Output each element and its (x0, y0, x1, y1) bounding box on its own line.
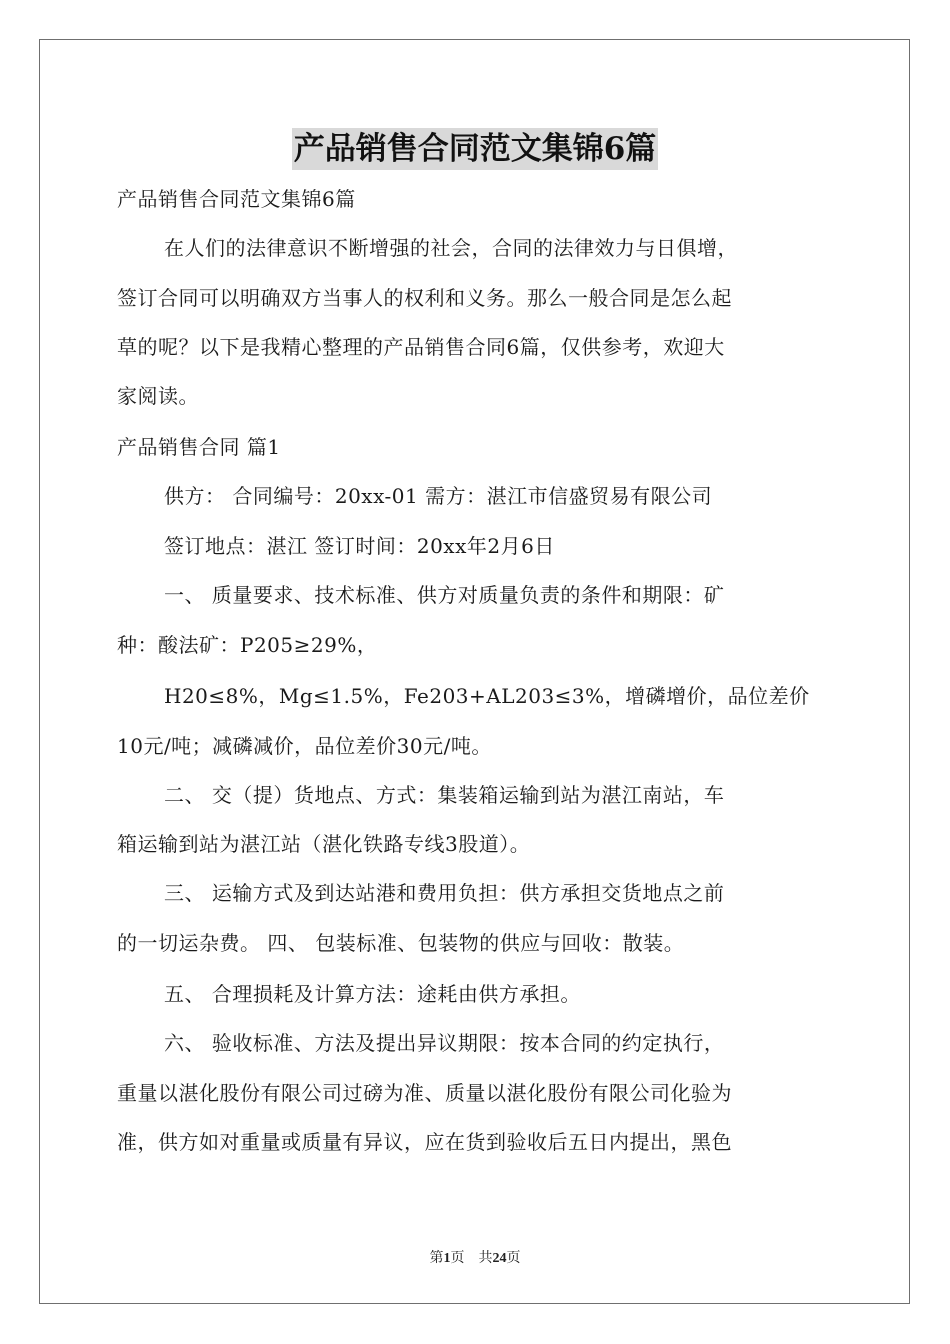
paragraph-line: 箱运输到站为湛江站（湛化铁路专线3股道）。 (117, 832, 531, 856)
paragraph-line: H20≤8%，Mg≤1.5%，Fe203+AL203≤3%，增磷增价，品位差价 (164, 684, 810, 708)
paragraph-line: 三、 运输方式及到达站港和费用负担：供方承担交货地点之前 (164, 881, 725, 905)
document-title: 产品销售合同范文集锦6篇 (292, 128, 659, 170)
page-footer (0, 1247, 950, 1267)
paragraph-line: 草的呢？以下是我精心整理的产品销售合同6篇，仅供参考，欢迎大 (117, 335, 725, 359)
page-total: 24 (492, 1251, 507, 1266)
paragraph-line: 在人们的法律意识不断增强的社会，合同的法律效力与日俱增， (164, 236, 738, 260)
paragraph-line: 种：酸法矿：P205≥29%， (117, 633, 378, 657)
title-container (0, 128, 950, 170)
paragraph-line: 六、 验收标准、方法及提出异议期限：按本合同的约定执行， (164, 1031, 725, 1055)
paragraph-line: 家阅读。 (117, 384, 199, 408)
subtitle-line: 产品销售合同范文集锦6篇 (117, 187, 356, 211)
paragraph-line: 重量以湛化股份有限公司过磅为准、质量以湛化股份有限公司化验为 (117, 1081, 732, 1105)
page-suffix: 页 (450, 1251, 465, 1266)
paragraph-line: 签订合同可以明确双方当事人的权利和义务。那么一般合同是怎么起 (117, 286, 732, 310)
section-heading: 产品销售合同 篇1 (117, 435, 281, 459)
page-current: 1 (443, 1251, 451, 1266)
total-prefix: 共 (478, 1251, 493, 1266)
page-prefix: 第 (429, 1251, 444, 1266)
paragraph-line: 一、 质量要求、技术标准、供方对质量负责的条件和期限：矿 (164, 583, 725, 607)
paragraph-line: 二、 交（提）货地点、方式：集装箱运输到站为湛江南站，车 (164, 783, 725, 807)
paragraph-line: 的一切运杂费。 四、 包装标准、包装物的供应与回收：散装。 (117, 931, 685, 955)
paragraph-line: 10元/吨；减磷减价，品位差价30元/吨。 (117, 734, 492, 758)
paragraph-line: 五、 合理损耗及计算方法：途耗由供方承担。 (164, 982, 581, 1006)
total-suffix: 页 (506, 1251, 521, 1266)
paragraph-line: 准，供方如对重量或质量有异议，应在货到验收后五日内提出，黑色 (117, 1130, 732, 1154)
paragraph-line: 供方： 合同编号：20xx-01 需方：湛江市信盛贸易有限公司 (164, 484, 713, 508)
paragraph-line: 签订地点：湛江 签订时间：20xx年2月6日 (164, 534, 555, 558)
